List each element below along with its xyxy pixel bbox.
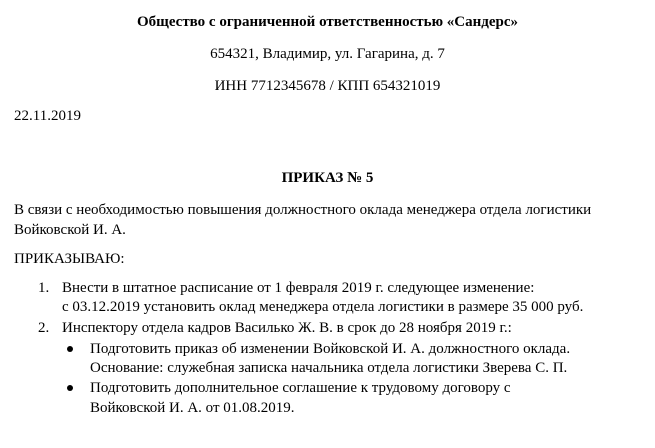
sub-list-item-line-2: Основание: служебная записка начальника отдела логистики Зверева С. П.	[90, 360, 568, 376]
list-item-line-1: Внести в штатное расписание от 1 февраля 2019 г. следующее изменение:	[62, 280, 535, 296]
preamble-line-2: Войковской И. А.	[14, 222, 126, 238]
list-item-line-2: с 03.12.2019 установить оклад менеджера отдела логистики в размере 35 000 руб.	[62, 299, 584, 315]
sub-list-item-line-1: Подготовить приказ об изменении Войковской И. А. должностного оклада.	[90, 341, 571, 357]
list-item-number: 2.	[38, 320, 50, 336]
bullet-icon	[67, 346, 73, 352]
sub-list-item-line-1: Подготовить дополнительное соглашение к трудовому договору с	[90, 380, 511, 396]
preamble-line-1: В связи с необходимостью повышения должностного оклада менеджера отдела логистики	[14, 202, 592, 218]
bullet-icon	[67, 385, 73, 391]
organization-address: 654321, Владимир, ул. Гагарина, д. 7	[210, 46, 445, 62]
organization-name: Общество с ограниченной ответственностью «Сандерс»	[136, 14, 519, 30]
organization-tax-ids: ИНН 7712345678 / КПП 654321019	[214, 78, 441, 94]
decree-word: ПРИКАЗЫВАЮ:	[14, 251, 125, 267]
list-item-number: 1.	[38, 280, 50, 296]
order-title: ПРИКАЗ № 5	[281, 170, 374, 186]
sub-list-item-line-2: Войковской И. А. от 01.08.2019.	[90, 400, 295, 416]
list-item-line-1: Инспектору отдела кадров Василько Ж. В. в срок до 28 ноября 2019 г.:	[62, 320, 512, 336]
document-date: 22.11.2019	[14, 108, 81, 124]
